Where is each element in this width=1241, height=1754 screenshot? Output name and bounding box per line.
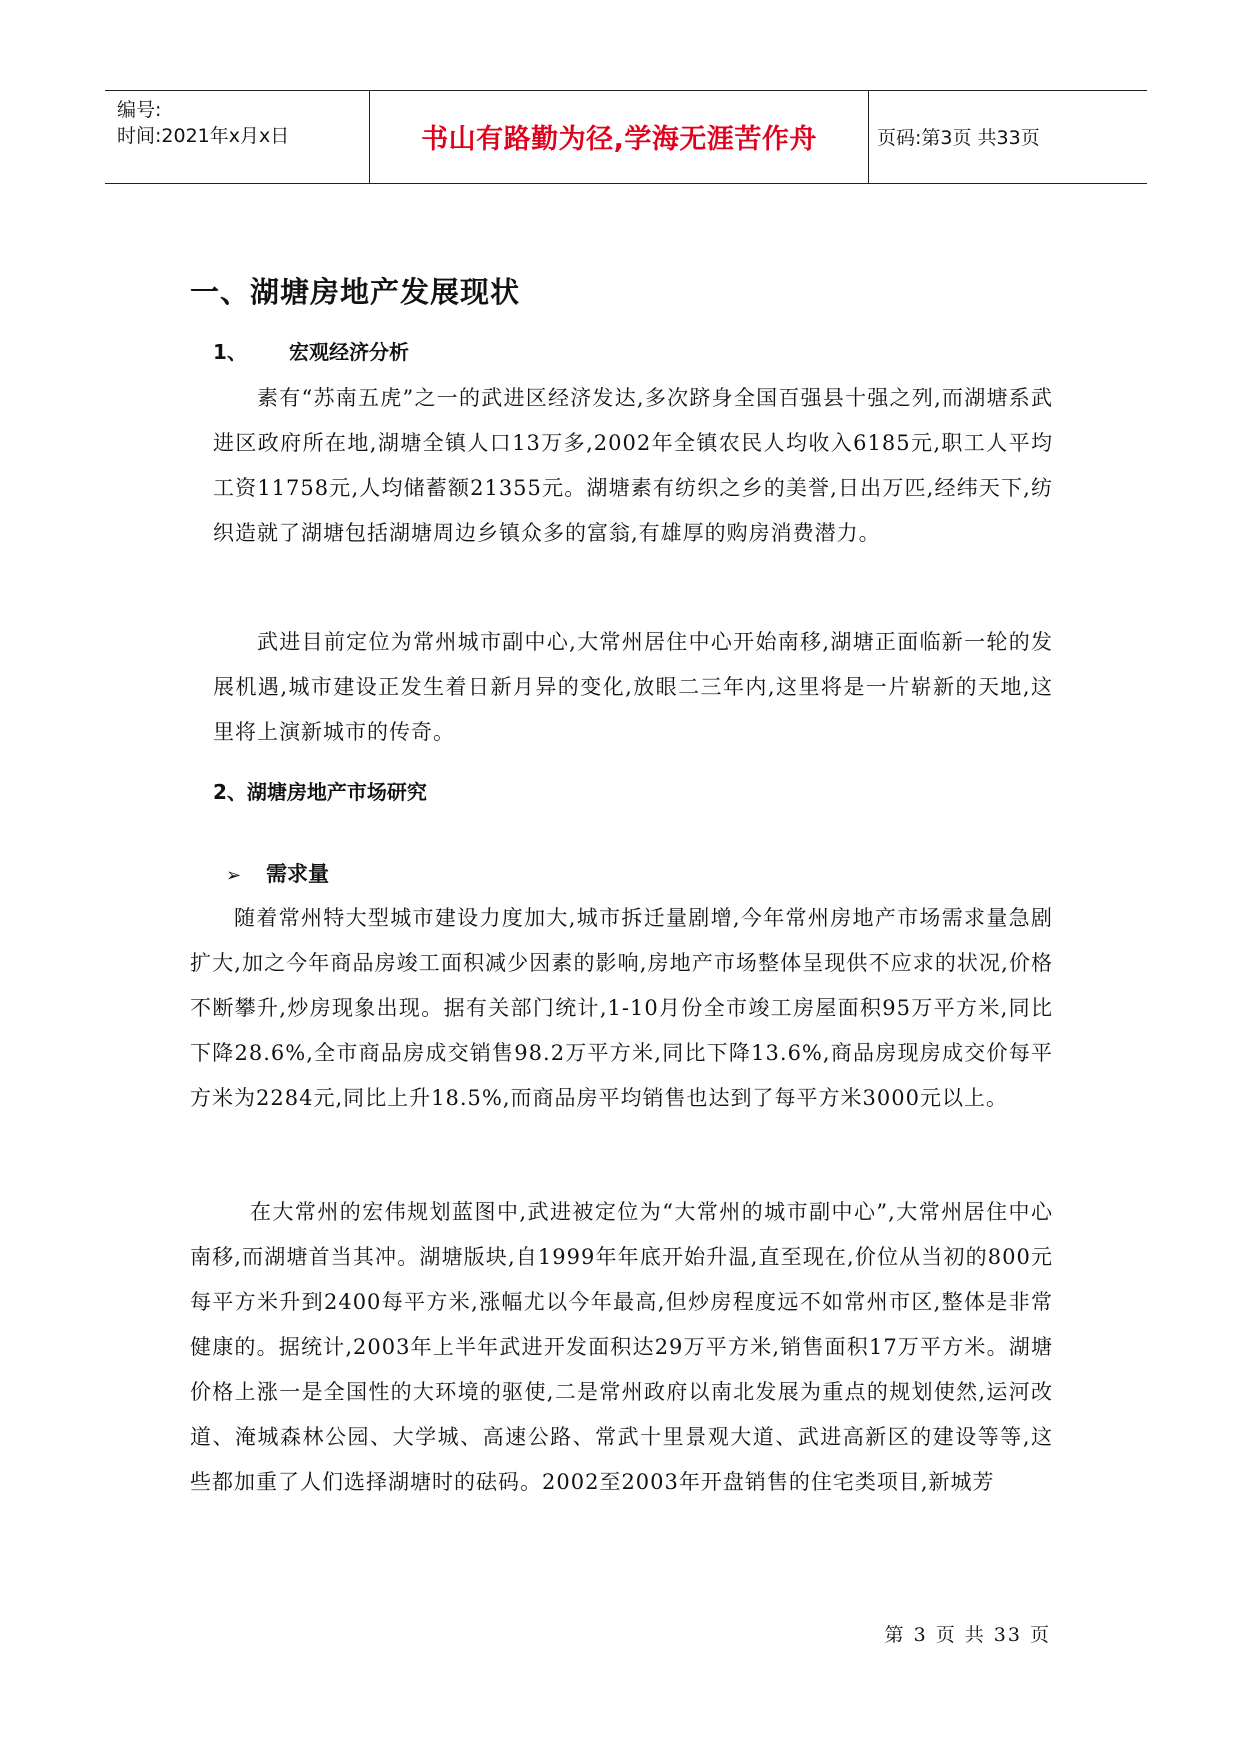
paragraph-3: 随着常州特大型城市建设力度加大,城市拆迁量剧增,今年常州房地产市场需求量急剧扩大,加之今年商品房竣工面积减少因素的影响,房地产市场整体呈现供不应求的状况,价格不断攀升,炒房现象出现。据有关部门统计,1-10月份全市竣工房屋面积95万平方米,同比下降28.6%,全市商品房成交销售98.2万平方米,同比下降13.6%,商品房现房成交价每平方米为2284元,同比上升18.5%,而商品房平均销售也达到了每平方米3000元以上。: [190, 906, 1053, 1110]
paragraph-1: 素有“苏南五虎”之一的武进区经济发达,多次跻身全国百强县十强之列,而湖塘系武进区政府所在地,湖塘全镇人口13万多,2002年全镇农民人均收入6185元,职工人平均工资11758元,人均储蓄额21355元。湖塘素有纺织之乡的美誉,日出万匹,经纬天下,纺织造就了湖塘包括湖塘周边乡镇众多的富翁,有雄厚的购房消费潜力。: [213, 386, 1053, 545]
bullet-heading-label: 需求量: [266, 862, 329, 886]
header-middle-cell: [369, 91, 869, 183]
subsection-number-1: 1、: [213, 340, 247, 364]
number-label: 编号:: [117, 99, 162, 121]
time-label: 时间:2021年x月x日: [117, 125, 290, 147]
subsection-label-1: 宏观经济分析: [289, 340, 409, 364]
arrow-bullet-icon: ➢: [226, 865, 242, 886]
motto-text: 书山有路勤为径,学海无涯苦作舟: [421, 124, 817, 155]
page-header: [105, 90, 1147, 184]
paragraph-2: 武进目前定位为常州城市副中心,大常州居住中心开始南移,湖塘正面临新一轮的发展机遇,城市建设正发生着日新月异的变化,放眼二三年内,这里将是一片崭新的天地,这里将上演新城市的传奇。: [213, 630, 1053, 744]
subsection-title-2: 2、湖塘房地产市场研究: [213, 780, 427, 804]
header-left-cell: [105, 91, 369, 183]
bullet-heading: [226, 858, 329, 888]
subsection-title-1: [213, 336, 409, 365]
header-right-cell: [867, 91, 1147, 183]
paragraph-4: 在大常州的宏伟规划蓝图中,武进被定位为“大常州的城市副中心”,大常州居住中心南移,而湖塘首当其冲。湖塘版块,自1999年年底开始升温,直至现在,价位从当初的800元每平方米升到2400每平方米,涨幅尤以今年最高,但炒房程度远不如常州市区,整体是非常健康的。据统计,2003年上半年武进开发面积达29万平方米,销售面积17万平方米。湖塘价格上涨一是全国性的大环境的驱使,二是常州政府以南北发展为重点的规划使然,运河改道、淹城森林公园、大学城、高速公路、常武十里景观大道、武进高新区的建设等等,这些都加重了人们选择湖塘时的砝码。2002至2003年开盘销售的住宅类项目,新城芳: [190, 1200, 1053, 1494]
header-page-info: 页码:第3页 共33页: [877, 127, 1040, 149]
section-title: 一、湖塘房地产发展现状: [190, 275, 521, 309]
page-footer: 第 3 页 共 33 页: [884, 1624, 1051, 1646]
